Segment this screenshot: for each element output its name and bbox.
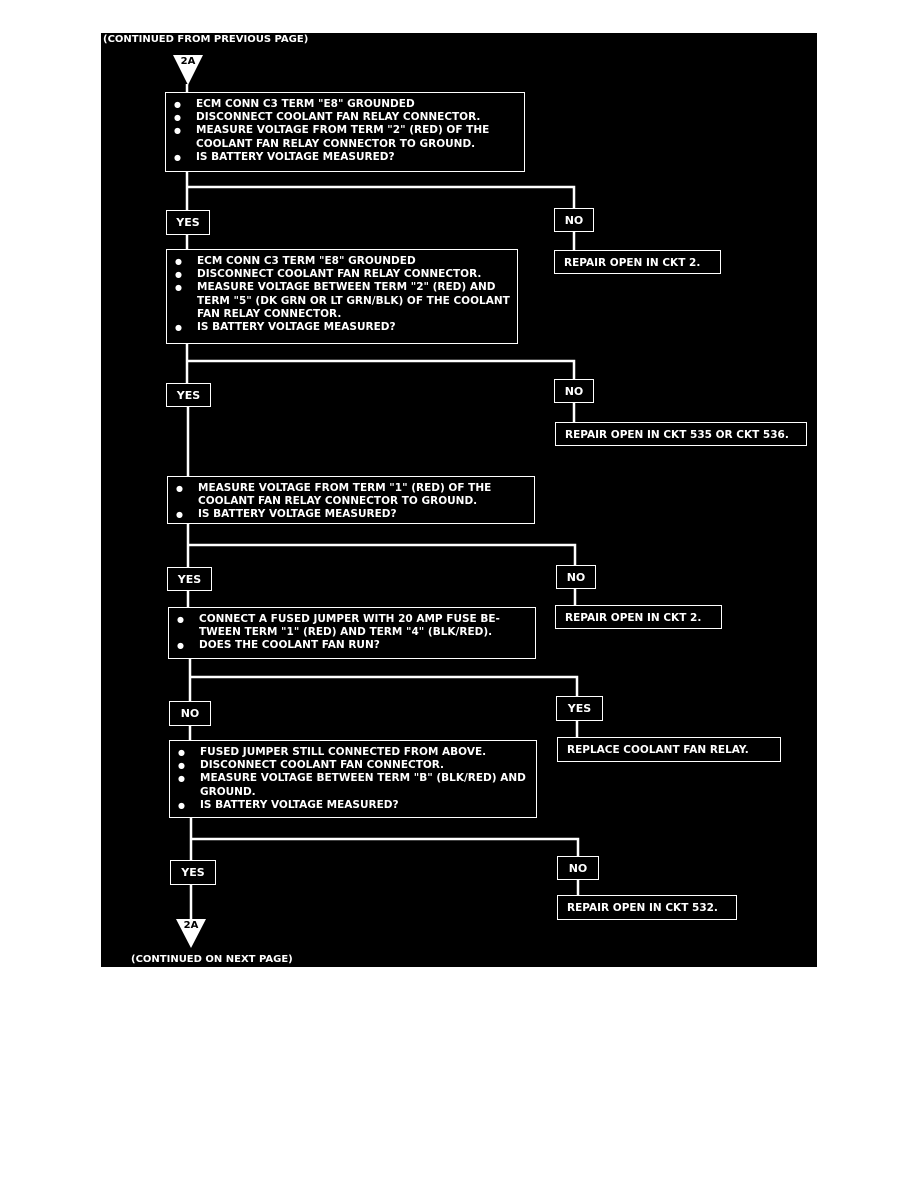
answer-yes-5: YES bbox=[170, 860, 216, 885]
answer-yes-2: YES bbox=[166, 383, 211, 407]
step-1-item: ● IS BATTERY VOLTAGE MEASURED? bbox=[174, 151, 518, 164]
step-2-item: ● IS BATTERY VOLTAGE MEASURED? bbox=[175, 321, 511, 334]
step-3-item: ● MEASURE VOLTAGE FROM TERM "1" (RED) OF THE COOLANT FAN RELAY CONNECTOR TO GROUND. bbox=[176, 482, 528, 508]
continued-from-previous-page: (CONTINUED FROM PREVIOUS PAGE) bbox=[103, 34, 309, 45]
step-3-box bbox=[167, 476, 535, 524]
step-5-box bbox=[169, 740, 537, 818]
result-4-box: REPLACE COOLANT FAN RELAY. bbox=[557, 737, 781, 762]
continued-on-next-page: (CONTINUED ON NEXT PAGE) bbox=[131, 954, 293, 965]
result-5-box: REPAIR OPEN IN CKT 532. bbox=[557, 895, 737, 920]
answer-no-3: NO bbox=[556, 565, 596, 589]
answer-no-1: NO bbox=[554, 208, 594, 232]
answer-yes-1: YES bbox=[166, 210, 210, 235]
answer-yes-3: YES bbox=[167, 567, 212, 591]
step-5-item: ● DISCONNECT COOLANT FAN CONNECTOR. bbox=[178, 759, 530, 772]
step-1-item: ● ECM CONN C3 TERM "E8" GROUNDED bbox=[174, 98, 518, 111]
step-2-item: ● MEASURE VOLTAGE BETWEEN TERM "2" (RED) AND TERM "5" (DK GRN OR LT GRN/BLK) OF THE COOLANT FAN RELAY CONNECTOR. bbox=[175, 281, 511, 321]
step-3-item: ● IS BATTERY VOLTAGE MEASURED? bbox=[176, 508, 528, 521]
answer-no-4: NO bbox=[169, 701, 211, 726]
answer-no-5: NO bbox=[557, 856, 599, 880]
answer-yes-4: YES bbox=[556, 696, 603, 721]
top-connector-label: 2A bbox=[180, 56, 196, 67]
step-2-box bbox=[166, 249, 518, 344]
answer-no-2: NO bbox=[554, 379, 594, 403]
step-5-item: ● MEASURE VOLTAGE BETWEEN TERM "B" (BLK/RED) AND GROUND. bbox=[178, 772, 530, 798]
bottom-connector-label: 2A bbox=[183, 920, 199, 931]
step-5-item: ● FUSED JUMPER STILL CONNECTED FROM ABOVE. bbox=[178, 746, 530, 759]
step-2-item: ● ECM CONN C3 TERM "E8" GROUNDED bbox=[175, 255, 511, 268]
step-2-item: ● DISCONNECT COOLANT FAN RELAY CONNECTOR. bbox=[175, 268, 511, 281]
result-3-box: REPAIR OPEN IN CKT 2. bbox=[555, 605, 722, 629]
step-4-item: ● DOES THE COOLANT FAN RUN? bbox=[177, 639, 529, 652]
step-5-item: ● IS BATTERY VOLTAGE MEASURED? bbox=[178, 799, 530, 812]
step-1-item: ● MEASURE VOLTAGE FROM TERM "2" (RED) OF THE COOLANT FAN RELAY CONNECTOR TO GROUND. bbox=[174, 124, 518, 150]
result-2-box: REPAIR OPEN IN CKT 535 OR CKT 536. bbox=[555, 422, 807, 446]
step-1-item: ● DISCONNECT COOLANT FAN RELAY CONNECTOR. bbox=[174, 111, 518, 124]
step-4-box bbox=[168, 607, 536, 659]
step-1-box bbox=[165, 92, 525, 172]
result-1-box: REPAIR OPEN IN CKT 2. bbox=[554, 250, 721, 274]
step-4-item: ● CONNECT A FUSED JUMPER WITH 20 AMP FUSE BE-TWEEN TERM "1" (RED) AND TERM "4" (BLK/RED). bbox=[177, 613, 529, 639]
